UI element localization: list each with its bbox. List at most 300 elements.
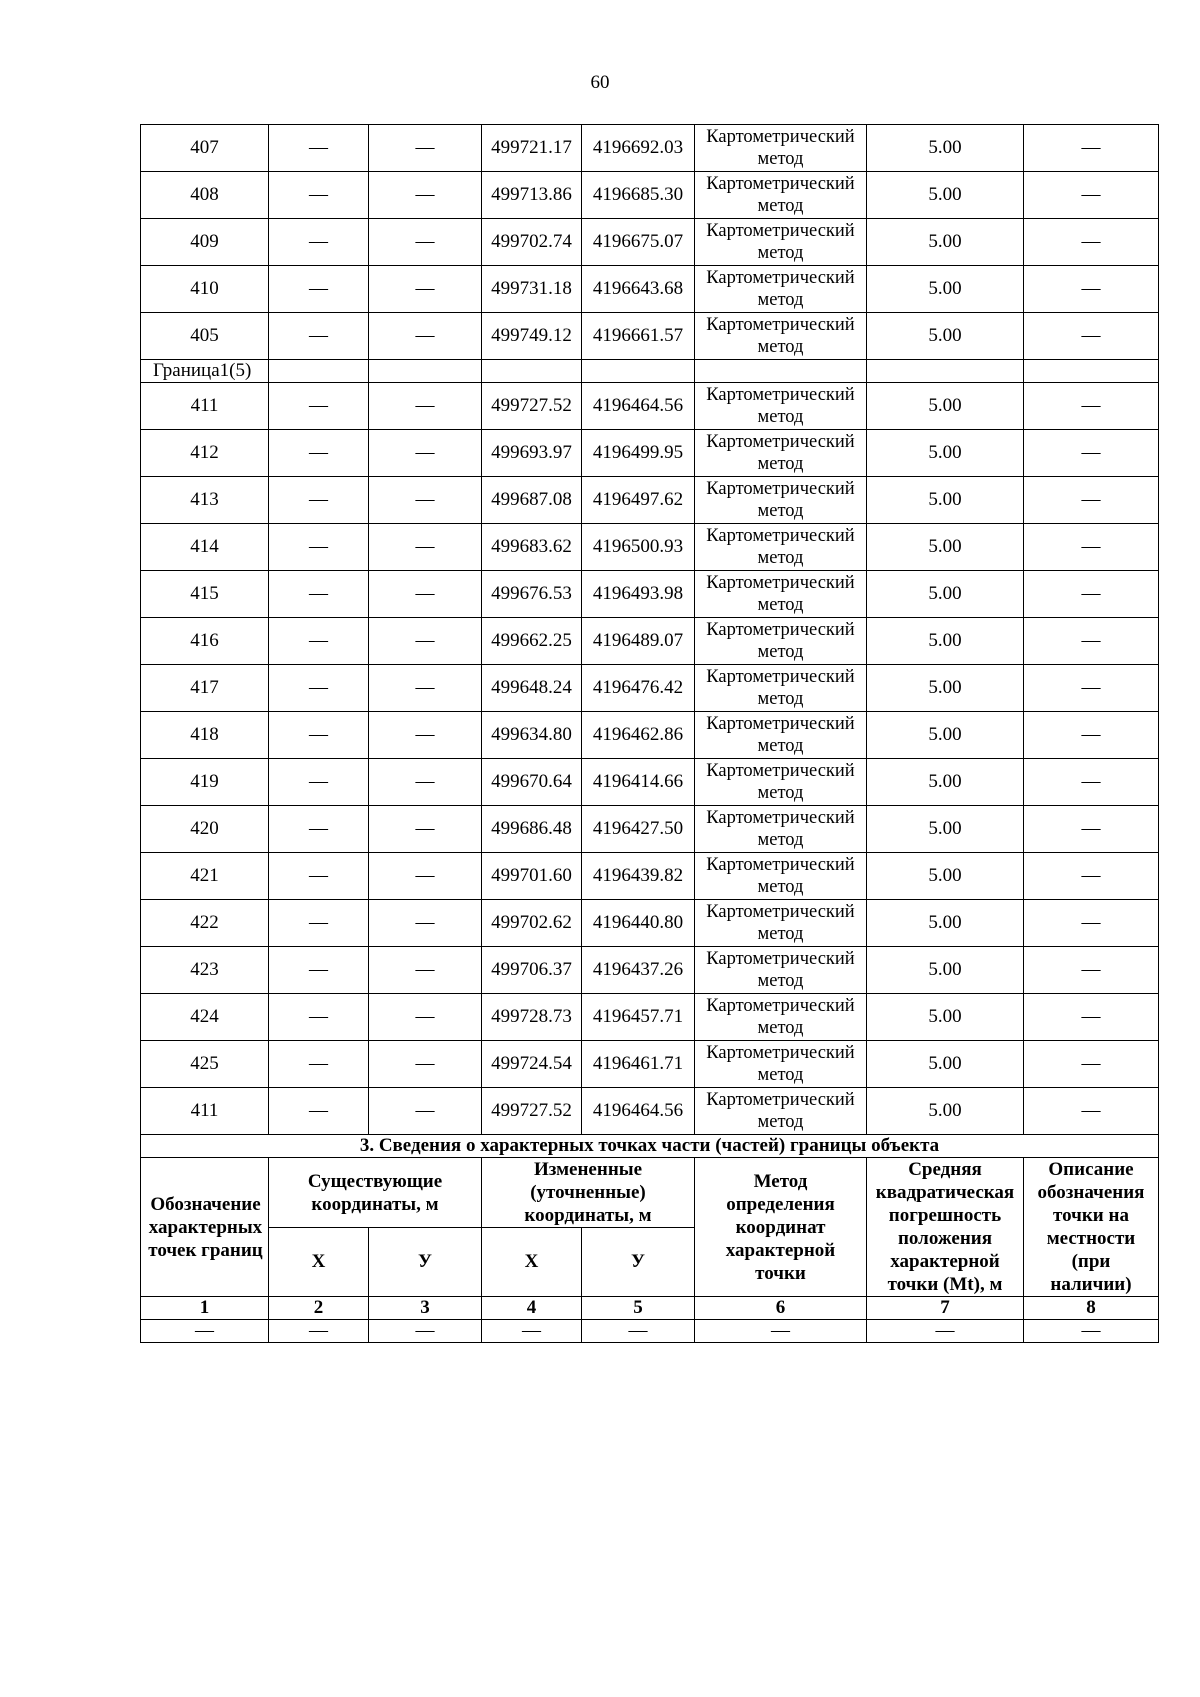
table-row (141, 477, 1159, 524)
method-line-2: метод (757, 830, 804, 850)
header-point-designation (141, 1158, 269, 1297)
description-cell: — (1024, 947, 1159, 994)
method-line-2: метод (757, 1065, 804, 1085)
description-cell: — (1024, 712, 1159, 759)
mt-cell: 5.00 (867, 172, 1024, 219)
changed-x-cell: 499727.52 (482, 1088, 582, 1135)
table-row (141, 313, 1159, 360)
header-line: Существующие (307, 1170, 443, 1192)
method-line-1: Картометрический (706, 761, 855, 781)
changed-x-cell: 499648.24 (482, 665, 582, 712)
mt-cell: 5.00 (867, 524, 1024, 571)
method-line-2: метод (757, 642, 804, 662)
changed-x-cell: 499701.60 (482, 853, 582, 900)
method-cell (695, 947, 867, 994)
changed-y-cell: 4196476.42 (582, 665, 695, 712)
point-id-cell: 419 (141, 759, 269, 806)
method-cell (695, 524, 867, 571)
point-id-cell: 415 (141, 571, 269, 618)
existing-x-cell: — (269, 759, 369, 806)
existing-y-cell: — (369, 900, 482, 947)
empty-cell: — (695, 1320, 867, 1343)
method-line-1: Картометрический (706, 174, 855, 194)
boundary-row (141, 360, 1159, 383)
column-number: 1 (141, 1297, 269, 1320)
existing-x-cell: — (269, 900, 369, 947)
method-line-1: Картометрический (706, 479, 855, 499)
existing-x-cell: — (269, 125, 369, 172)
existing-y-cell: — (369, 266, 482, 313)
point-id-cell: 405 (141, 313, 269, 360)
column-number: 3 (369, 1297, 482, 1320)
table-row (141, 853, 1159, 900)
empty-data-row (141, 1320, 1159, 1343)
boundary-empty-cell (482, 360, 582, 383)
point-id-cell: 420 (141, 806, 269, 853)
method-cell (695, 712, 867, 759)
method-cell (695, 1088, 867, 1135)
table-row (141, 994, 1159, 1041)
method-line-2: метод (757, 337, 804, 357)
existing-y-cell: — (369, 477, 482, 524)
changed-y-cell: 4196675.07 (582, 219, 695, 266)
point-id-cell: 411 (141, 383, 269, 430)
point-id-cell: 425 (141, 1041, 269, 1088)
point-id-cell: 410 (141, 266, 269, 313)
changed-y-cell: 4196440.80 (582, 900, 695, 947)
description-cell: — (1024, 853, 1159, 900)
header-line: наличии) (1050, 1274, 1132, 1295)
existing-y-cell: — (369, 853, 482, 900)
existing-y-cell: — (369, 524, 482, 571)
method-cell (695, 900, 867, 947)
method-cell (695, 477, 867, 524)
empty-cell: — (269, 1320, 369, 1343)
changed-x-cell: 499686.48 (482, 806, 582, 853)
empty-cell: — (369, 1320, 482, 1343)
mt-cell: 5.00 (867, 1088, 1024, 1135)
point-id-cell: 424 (141, 994, 269, 1041)
point-id-cell: 412 (141, 430, 269, 477)
header-line: квадратическая (875, 1182, 1015, 1203)
empty-cell: — (867, 1320, 1024, 1343)
method-cell (695, 125, 867, 172)
existing-y-cell: — (369, 947, 482, 994)
header-line: положения (897, 1228, 993, 1249)
empty-cell: — (482, 1320, 582, 1343)
method-line-1: Картометрический (706, 526, 855, 546)
mt-cell: 5.00 (867, 571, 1024, 618)
point-id-cell: 417 (141, 665, 269, 712)
method-line-2: метод (757, 736, 804, 756)
method-cell (695, 571, 867, 618)
mt-cell: 5.00 (867, 947, 1024, 994)
existing-x-cell: — (269, 712, 369, 759)
description-cell: — (1024, 219, 1159, 266)
description-cell: — (1024, 1041, 1159, 1088)
table-row (141, 383, 1159, 430)
empty-cell: — (582, 1320, 695, 1343)
description-cell: — (1024, 759, 1159, 806)
existing-y-cell: — (369, 618, 482, 665)
table-row (141, 571, 1159, 618)
table-row (141, 219, 1159, 266)
mt-cell: 5.00 (867, 430, 1024, 477)
method-cell (695, 994, 867, 1041)
existing-y-cell: — (369, 571, 482, 618)
method-line-1: Картометрический (706, 996, 855, 1016)
method-line-2: метод (757, 1112, 804, 1132)
method-line-1: Картометрический (706, 855, 855, 875)
boundary-group (141, 360, 1159, 383)
point-id-cell: 414 (141, 524, 269, 571)
description-cell: — (1024, 430, 1159, 477)
header-line: координат (735, 1216, 826, 1238)
method-cell (695, 430, 867, 477)
existing-x-cell: — (269, 430, 369, 477)
method-line-2: метод (757, 595, 804, 615)
method-cell (695, 806, 867, 853)
point-id-cell: 408 (141, 172, 269, 219)
method-line-1: Картометрический (706, 432, 855, 452)
mt-cell: 5.00 (867, 994, 1024, 1041)
boundary-points-table (140, 124, 1159, 1343)
header-line: характерной (890, 1251, 1000, 1272)
method-line-1: Картометрический (706, 1043, 855, 1063)
changed-y-cell: 4196493.98 (582, 571, 695, 618)
table-row (141, 759, 1159, 806)
table-row (141, 806, 1159, 853)
changed-y-cell: 4196499.95 (582, 430, 695, 477)
existing-y-cell: — (369, 712, 482, 759)
existing-x-cell: — (269, 477, 369, 524)
existing-y-cell: — (369, 313, 482, 360)
boundary-empty-cell (269, 360, 369, 383)
changed-x-cell: 499670.64 (482, 759, 582, 806)
changed-x-cell: 499634.80 (482, 712, 582, 759)
existing-x-cell: — (269, 219, 369, 266)
description-cell: — (1024, 172, 1159, 219)
method-cell (695, 266, 867, 313)
changed-x-cell: 499702.62 (482, 900, 582, 947)
method-cell (695, 219, 867, 266)
boundary-empty-cell (369, 360, 482, 383)
boundary-empty-cell (867, 360, 1024, 383)
description-cell: — (1024, 665, 1159, 712)
method-cell (695, 383, 867, 430)
boundary-label: Граница1(5) (141, 360, 269, 383)
point-id-cell: 409 (141, 219, 269, 266)
mt-cell: 5.00 (867, 383, 1024, 430)
header-line: координаты, м (311, 1193, 439, 1215)
empty-cell: — (1024, 1320, 1159, 1343)
header-changed-y: У (582, 1228, 695, 1297)
point-id-cell: 418 (141, 712, 269, 759)
method-line-1: Картометрический (706, 385, 855, 405)
existing-y-cell: — (369, 172, 482, 219)
column-number: 6 (695, 1297, 867, 1320)
description-cell: — (1024, 618, 1159, 665)
description-cell: — (1024, 524, 1159, 571)
existing-x-cell: — (269, 524, 369, 571)
table-row (141, 665, 1159, 712)
changed-y-cell: 4196464.56 (582, 1088, 695, 1135)
mt-cell: 5.00 (867, 806, 1024, 853)
method-line-2: метод (757, 548, 804, 568)
column-numbers-row (141, 1297, 1159, 1320)
description-cell: — (1024, 477, 1159, 524)
method-line-2: метод (757, 454, 804, 474)
method-cell (695, 759, 867, 806)
header-line: точки (Mt), м (887, 1274, 1003, 1295)
existing-y-cell: — (369, 1088, 482, 1135)
header-line: погрешность (888, 1205, 1002, 1226)
table-row (141, 1041, 1159, 1088)
changed-x-cell: 499706.37 (482, 947, 582, 994)
method-line-2: метод (757, 290, 804, 310)
table-row (141, 172, 1159, 219)
existing-x-cell: — (269, 266, 369, 313)
header-line: Обозначение (150, 1193, 261, 1215)
method-line-2: метод (757, 501, 804, 521)
description-cell: — (1024, 900, 1159, 947)
existing-y-cell: — (369, 430, 482, 477)
table-row (141, 1088, 1159, 1135)
header-mt (867, 1158, 1024, 1297)
changed-x-cell: 499693.97 (482, 430, 582, 477)
method-line-1: Картометрический (706, 221, 855, 241)
changed-y-cell: 4196437.26 (582, 947, 695, 994)
method-line-1: Картометрический (706, 315, 855, 335)
header-line: обозначения (1037, 1182, 1145, 1203)
existing-x-cell: — (269, 571, 369, 618)
header-line: Описание (1048, 1159, 1134, 1180)
method-cell (695, 665, 867, 712)
existing-y-cell: — (369, 759, 482, 806)
method-cell (695, 313, 867, 360)
mt-cell: 5.00 (867, 219, 1024, 266)
method-line-2: метод (757, 149, 804, 169)
existing-x-cell: — (269, 853, 369, 900)
header-existing-coords (269, 1158, 482, 1228)
existing-x-cell: — (269, 1041, 369, 1088)
changed-y-cell: 4196439.82 (582, 853, 695, 900)
column-number: 4 (482, 1297, 582, 1320)
changed-y-cell: 4196427.50 (582, 806, 695, 853)
existing-x-cell: — (269, 313, 369, 360)
changed-x-cell: 499713.86 (482, 172, 582, 219)
point-id-cell: 407 (141, 125, 269, 172)
header-line: определения (726, 1193, 835, 1215)
table-row (141, 900, 1159, 947)
changed-x-cell: 499721.17 (482, 125, 582, 172)
existing-y-cell: — (369, 219, 482, 266)
mt-cell: 5.00 (867, 313, 1024, 360)
point-id-cell: 416 (141, 618, 269, 665)
changed-x-cell: 499731.18 (482, 266, 582, 313)
changed-x-cell: 499683.62 (482, 524, 582, 571)
existing-x-cell: — (269, 618, 369, 665)
header-line: координаты, м (524, 1205, 652, 1226)
method-line-1: Картометрический (706, 127, 855, 147)
table-row (141, 712, 1159, 759)
table-row (141, 524, 1159, 571)
changed-x-cell: 499702.74 (482, 219, 582, 266)
method-cell (695, 172, 867, 219)
point-id-cell: 423 (141, 947, 269, 994)
boundary-empty-cell (1024, 360, 1159, 383)
column-number: 2 (269, 1297, 369, 1320)
description-cell: — (1024, 571, 1159, 618)
table-row (141, 266, 1159, 313)
section-3 (141, 1135, 1159, 1343)
method-line-2: метод (757, 689, 804, 709)
method-line-1: Картометрический (706, 808, 855, 828)
description-cell: — (1024, 313, 1159, 360)
changed-y-cell: 4196685.30 (582, 172, 695, 219)
mt-cell: 5.00 (867, 712, 1024, 759)
changed-y-cell: 4196457.71 (582, 994, 695, 1041)
method-line-2: метод (757, 1018, 804, 1038)
changed-y-cell: 4196462.86 (582, 712, 695, 759)
changed-x-cell: 499724.54 (482, 1041, 582, 1088)
method-line-2: метод (757, 877, 804, 897)
method-line-1: Картометрический (706, 949, 855, 969)
method-line-1: Картометрический (706, 902, 855, 922)
mt-cell: 5.00 (867, 477, 1024, 524)
method-line-2: метод (757, 783, 804, 803)
empty-cell: — (141, 1320, 269, 1343)
header-line: Средняя (908, 1159, 982, 1180)
header-method (695, 1158, 867, 1297)
existing-x-cell: — (269, 947, 369, 994)
mt-cell: 5.00 (867, 665, 1024, 712)
method-line-1: Картометрический (706, 573, 855, 593)
header-changed-x: Х (482, 1228, 582, 1297)
header-line: Измененные (533, 1159, 643, 1180)
mt-cell: 5.00 (867, 759, 1024, 806)
mt-cell: 5.00 (867, 853, 1024, 900)
table-row (141, 618, 1159, 665)
section-title: 3. Сведения о характерных точках части (частей) границы объекта (141, 1135, 1159, 1158)
changed-y-cell: 4196500.93 (582, 524, 695, 571)
method-line-2: метод (757, 243, 804, 263)
changed-x-cell: 499727.52 (482, 383, 582, 430)
existing-y-cell: — (369, 665, 482, 712)
header-existing-y: У (369, 1228, 482, 1297)
mt-cell: 5.00 (867, 618, 1024, 665)
point-id-cell: 421 (141, 853, 269, 900)
method-cell (695, 853, 867, 900)
description-cell: — (1024, 266, 1159, 313)
header-line: характерных (148, 1216, 263, 1238)
existing-x-cell: — (269, 665, 369, 712)
table-row (141, 125, 1159, 172)
method-line-2: метод (757, 407, 804, 427)
existing-x-cell: — (269, 994, 369, 1041)
changed-y-cell: 4196497.62 (582, 477, 695, 524)
changed-y-cell: 4196461.71 (582, 1041, 695, 1088)
header-description (1024, 1158, 1159, 1297)
method-line-2: метод (757, 971, 804, 991)
method-line-2: метод (757, 924, 804, 944)
existing-x-cell: — (269, 806, 369, 853)
table-row (141, 947, 1159, 994)
top-rows (141, 125, 1159, 360)
method-cell (695, 1041, 867, 1088)
mt-cell: 5.00 (867, 1041, 1024, 1088)
method-cell (695, 618, 867, 665)
header-row-1 (141, 1158, 1159, 1228)
table-row (141, 430, 1159, 477)
changed-y-cell: 4196643.68 (582, 266, 695, 313)
header-line: точек границ (148, 1239, 263, 1261)
changed-y-cell: 4196661.57 (582, 313, 695, 360)
changed-x-cell: 499662.25 (482, 618, 582, 665)
point-id-cell: 413 (141, 477, 269, 524)
method-line-1: Картометрический (706, 1090, 855, 1110)
method-line-1: Картометрический (706, 268, 855, 288)
description-cell: — (1024, 125, 1159, 172)
point-id-cell: 411 (141, 1088, 269, 1135)
header-existing-x: Х (269, 1228, 369, 1297)
mt-cell: 5.00 (867, 266, 1024, 313)
description-cell: — (1024, 806, 1159, 853)
boundary-empty-cell (695, 360, 867, 383)
header-changed-coords (482, 1158, 695, 1228)
existing-y-cell: — (369, 994, 482, 1041)
header-line: (при (1071, 1251, 1111, 1272)
changed-y-cell: 4196414.66 (582, 759, 695, 806)
changed-y-cell: 4196489.07 (582, 618, 695, 665)
header-line: местности (1046, 1228, 1136, 1249)
changed-y-cell: 4196692.03 (582, 125, 695, 172)
boundary-empty-cell (582, 360, 695, 383)
header-line: характерной (725, 1239, 836, 1261)
changed-x-cell: 499676.53 (482, 571, 582, 618)
method-line-1: Картометрический (706, 714, 855, 734)
header-line: Метод (753, 1170, 808, 1192)
description-cell: — (1024, 383, 1159, 430)
changed-x-cell: 499728.73 (482, 994, 582, 1041)
description-cell: — (1024, 994, 1159, 1041)
method-line-2: метод (757, 196, 804, 216)
existing-y-cell: — (369, 125, 482, 172)
existing-y-cell: — (369, 383, 482, 430)
changed-x-cell: 499687.08 (482, 477, 582, 524)
header-line: точки на (1053, 1205, 1129, 1226)
existing-x-cell: — (269, 172, 369, 219)
header-line: (уточненные) (530, 1182, 646, 1203)
page-number: 60 (590, 72, 610, 93)
existing-x-cell: — (269, 383, 369, 430)
method-line-1: Картометрический (706, 667, 855, 687)
mt-cell: 5.00 (867, 900, 1024, 947)
changed-y-cell: 4196464.56 (582, 383, 695, 430)
section-title-row (141, 1135, 1159, 1158)
bottom-rows (141, 383, 1159, 1135)
point-id-cell: 422 (141, 900, 269, 947)
column-number: 5 (582, 1297, 695, 1320)
existing-x-cell: — (269, 1088, 369, 1135)
description-cell: — (1024, 1088, 1159, 1135)
changed-x-cell: 499749.12 (482, 313, 582, 360)
mt-cell: 5.00 (867, 125, 1024, 172)
existing-y-cell: — (369, 1041, 482, 1088)
column-number: 7 (867, 1297, 1024, 1320)
column-number: 8 (1024, 1297, 1159, 1320)
method-line-1: Картометрический (706, 620, 855, 640)
